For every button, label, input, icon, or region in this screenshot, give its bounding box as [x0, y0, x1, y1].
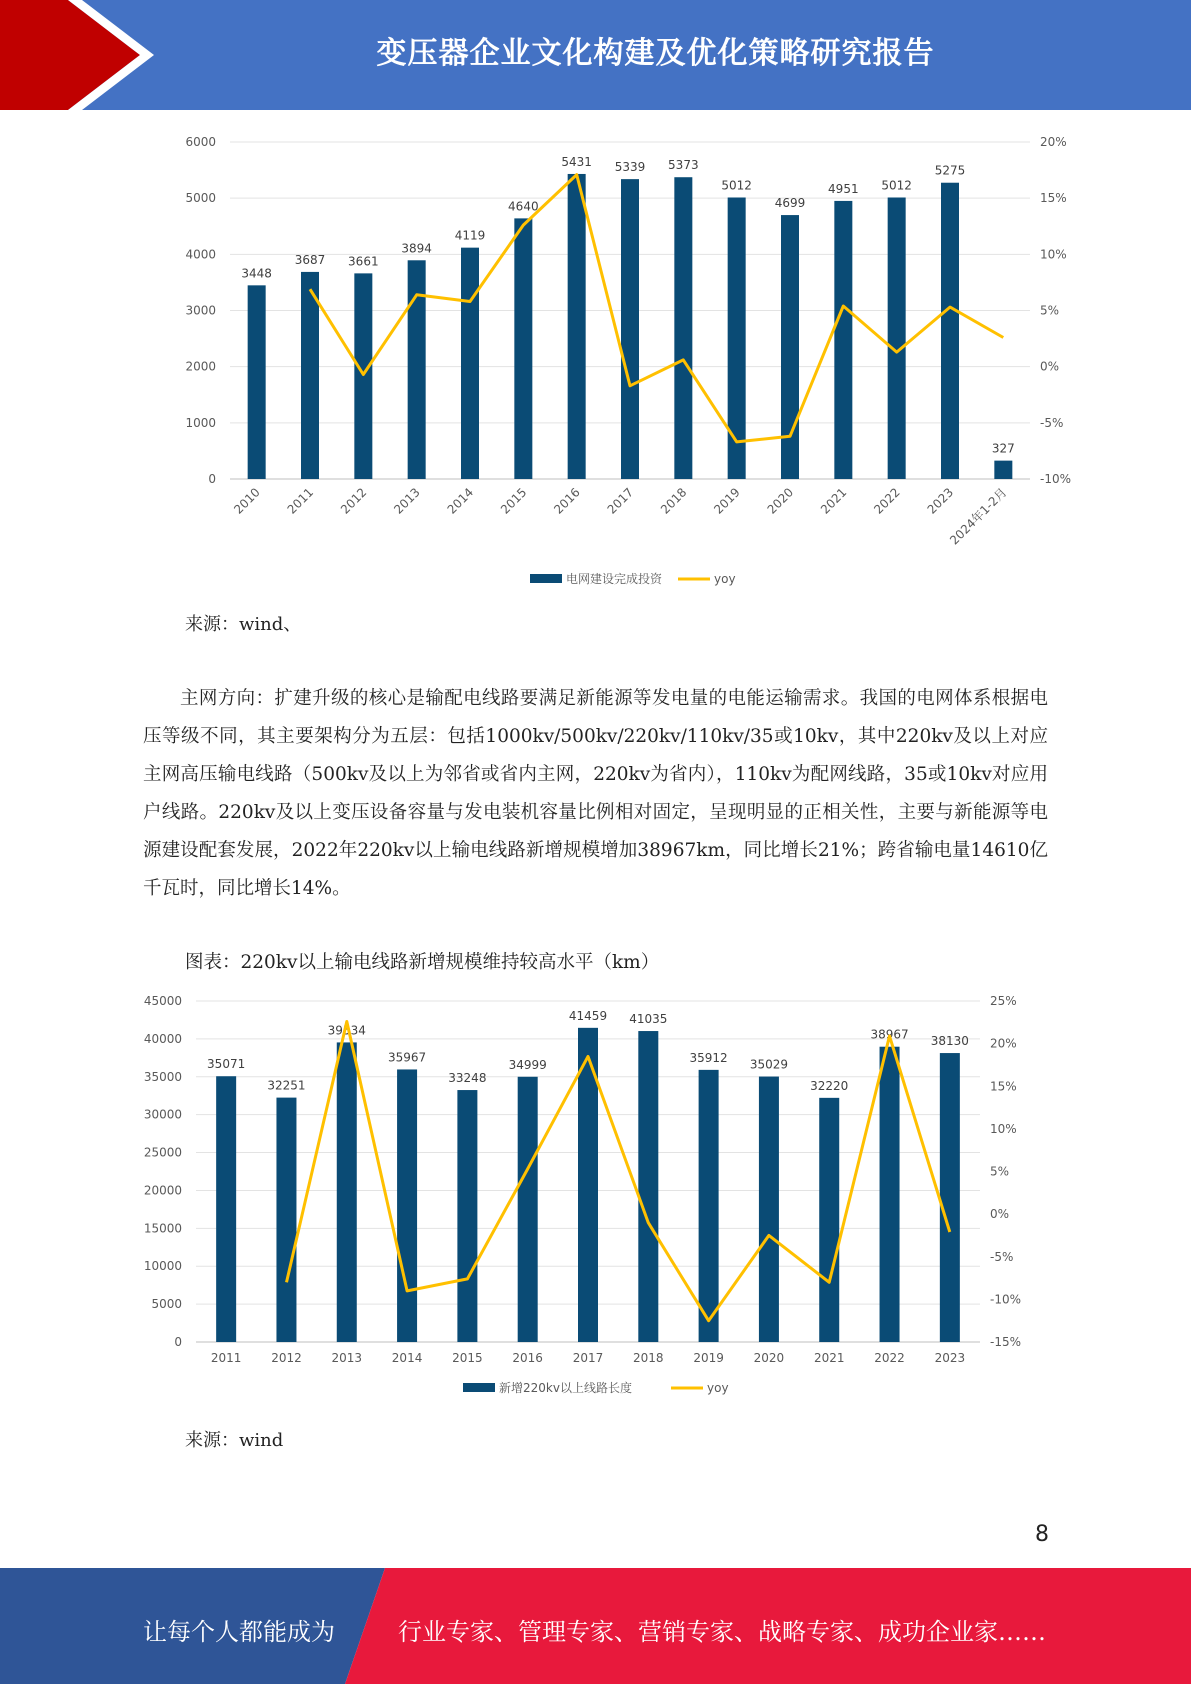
- bar-data-label: 5012: [881, 178, 912, 193]
- chart-220kv-lines-svg: [0, 990, 1191, 1410]
- y-left-tick-label: 2000: [185, 359, 216, 374]
- bar: [674, 177, 692, 479]
- bar-data-label: 3687: [294, 252, 326, 267]
- y-right-tick-label: -10%: [990, 1292, 1022, 1307]
- bar: [568, 174, 586, 479]
- x-tick-label: 2016: [551, 485, 583, 517]
- bar-data-label: 4699: [774, 196, 806, 211]
- y-left-tick-label: 45000: [143, 994, 182, 1008]
- y-left-tick-label: 3000: [185, 303, 216, 318]
- y-left-tick-label: 35000: [143, 1069, 182, 1084]
- x-tick-label: 2022: [874, 1351, 905, 1365]
- bar: [276, 1098, 296, 1342]
- y-left-tick-label: 5000: [185, 191, 216, 206]
- x-tick-label: 2019: [693, 1351, 724, 1365]
- x-tick-label: 2012: [337, 485, 370, 517]
- y-right-tick-label: 5%: [1040, 303, 1060, 318]
- y-left-tick-label: 25000: [143, 1145, 182, 1160]
- y-right-tick-label: -5%: [990, 1249, 1014, 1264]
- bar: [397, 1069, 417, 1342]
- legend-swatch-bar: [463, 1383, 495, 1392]
- bar: [216, 1076, 236, 1342]
- bar: [888, 197, 906, 479]
- bar-data-label: 41035: [629, 1012, 668, 1027]
- y-right-tick-label: 15%: [990, 1079, 1017, 1094]
- chart-grid-investment: [0, 128, 1191, 598]
- bar: [621, 179, 639, 479]
- x-tick-label: 2023: [934, 1351, 966, 1365]
- bar-data-label: 32251: [267, 1078, 306, 1093]
- bar: [354, 273, 372, 479]
- x-tick-label: 2021: [813, 1351, 845, 1365]
- x-tick-label: 2018: [657, 485, 690, 517]
- page-number: 8: [1035, 1522, 1049, 1547]
- y-right-tick-label: 5%: [990, 1164, 1010, 1179]
- x-tick-label: 2020: [764, 485, 797, 517]
- bar: [994, 461, 1012, 479]
- y-right-tick-label: 10%: [1040, 247, 1067, 262]
- y-left-tick-label: 10000: [143, 1259, 182, 1274]
- y-right-tick-label: 20%: [1040, 135, 1067, 149]
- x-tick-label: 2014: [391, 1351, 423, 1365]
- bar-data-label: 5339: [614, 160, 646, 175]
- x-tick-label: 2013: [331, 1351, 363, 1365]
- bar-data-label: 4640: [508, 199, 539, 214]
- y-right-tick-label: 10%: [990, 1121, 1017, 1136]
- y-left-tick-label: 6000: [185, 135, 216, 149]
- x-tick-label: 2010: [231, 485, 263, 517]
- bar-data-label: 35029: [749, 1057, 789, 1072]
- chart-grid-investment-svg: [0, 128, 1191, 598]
- bar-data-label: 3661: [348, 254, 379, 269]
- bar-data-label: 4119: [454, 228, 486, 243]
- footer-slogan-right: 行业专家、管理专家、营销专家、战略专家、成功企业家……: [398, 1618, 1046, 1646]
- bar: [457, 1090, 477, 1342]
- y-left-tick-label: 15000: [143, 1221, 182, 1236]
- bar: [638, 1031, 658, 1342]
- bar-data-label: 34999: [508, 1057, 547, 1072]
- x-tick-label: 2015: [497, 485, 530, 517]
- y-left-tick-label: 40000: [143, 1031, 182, 1046]
- legend-label-bar: 新增220kv以上线路长度: [499, 1381, 632, 1395]
- bar: [941, 183, 959, 479]
- bar-data-label: 5373: [668, 158, 699, 173]
- x-tick-label: 2023: [924, 485, 957, 517]
- legend-label-bar: 电网建设完成投资: [566, 572, 663, 586]
- x-tick-label: 2014: [444, 485, 477, 517]
- y-left-tick-label: 20000: [143, 1183, 182, 1198]
- header-arrow-decoration: [0, 0, 160, 110]
- x-tick-label: 2012: [271, 1351, 302, 1365]
- x-tick-label: 2013: [391, 485, 423, 517]
- chart-caption-2: 图表：220kv以上输电线路新增规模维持较高水平（km）: [185, 952, 660, 973]
- bar-data-label: 327: [991, 441, 1015, 456]
- bar: [461, 248, 479, 479]
- bar: [514, 218, 532, 479]
- x-tick-label: 2019: [711, 485, 743, 517]
- bar-data-label: 5275: [934, 163, 966, 178]
- yoy-line: [287, 1022, 950, 1321]
- page-footer: [0, 1568, 1191, 1684]
- y-right-tick-label: 20%: [990, 1036, 1017, 1051]
- bar-data-label: 35967: [387, 1050, 427, 1065]
- x-tick-label: 2022: [871, 485, 903, 517]
- y-left-tick-label: 30000: [143, 1107, 182, 1122]
- bar: [759, 1077, 779, 1342]
- bar-data-label: 38130: [930, 1034, 969, 1049]
- x-tick-label: 2020: [753, 1351, 785, 1365]
- report-title: 变压器企业文化构建及优化策略研究报告: [376, 36, 935, 71]
- bar-data-label: 35912: [689, 1050, 728, 1065]
- x-tick-label: 2017: [604, 485, 637, 517]
- bar: [408, 260, 426, 479]
- bar: [781, 215, 799, 479]
- y-right-tick-label: 25%: [990, 994, 1017, 1008]
- y-right-tick-label: 0%: [990, 1207, 1010, 1222]
- bar-data-label: 5431: [561, 154, 592, 169]
- bar-data-label: 38967: [870, 1027, 909, 1042]
- bar-data-label: 33248: [448, 1071, 487, 1086]
- bar-data-label: 39534: [327, 1023, 366, 1038]
- y-right-tick-label: -15%: [990, 1335, 1022, 1349]
- y-right-tick-label: 0%: [1040, 359, 1060, 374]
- chart-220kv-lines: [0, 990, 1191, 1410]
- bar-data-label: 41459: [568, 1008, 608, 1023]
- bar-data-label: 35071: [207, 1057, 246, 1072]
- y-left-tick-label: 4000: [185, 247, 216, 262]
- y-left-tick-label: 0: [174, 1335, 182, 1349]
- footer-slogan-left: 让每个人都能成为: [143, 1618, 335, 1646]
- bar-data-label: 5012: [721, 178, 752, 193]
- bar: [699, 1070, 719, 1342]
- source-note-1: 来源：wind、: [185, 614, 302, 635]
- y-left-tick-label: 0: [208, 472, 216, 486]
- bar-data-label: 3894: [401, 241, 432, 256]
- y-right-tick-label: -5%: [1040, 415, 1064, 430]
- legend-swatch-bar: [530, 574, 562, 583]
- y-left-tick-label: 1000: [185, 415, 216, 430]
- x-tick-label: 2021: [817, 485, 850, 517]
- bar: [880, 1047, 900, 1342]
- bar: [834, 201, 852, 479]
- bar-data-label: 4951: [828, 181, 859, 196]
- bar-data-label: 32220: [810, 1078, 849, 1093]
- bar: [819, 1098, 839, 1342]
- bar: [301, 272, 319, 479]
- bar-data-label: 3448: [241, 266, 272, 281]
- y-right-tick-label: 15%: [1040, 191, 1067, 206]
- x-tick-label: 2011: [284, 485, 317, 517]
- bar: [337, 1042, 357, 1342]
- legend-label-line: yoy: [714, 572, 736, 586]
- x-tick-label: 2016: [512, 1351, 543, 1365]
- y-left-tick-label: 5000: [151, 1297, 182, 1312]
- y-right-tick-label: -10%: [1040, 472, 1072, 486]
- body-paragraph: 主网方向：扩建升级的核心是输配电线路要满足新能源等发电量的电能运输需求。我国的电网体系根据电压等级不同，其主要架构分为五层：包括1000kv/500kv/220kv/110kv/35或10kv，其中220kv及以上对应主网高压输电线路（500kv及以上为邻省或省内主网，220kv为省内），110kv为配网线路，35或10kv对应用户线路。220kv及以上变压设备容量与发电装机容量比例相对固定，呈现明显的正相关性，主要与新能源等电源建设配套发展，2022年220kv以上输电线路新增规模增加38967km，同比增长21%；跨省输电量14610亿千瓦时，同比增长14%。: [143, 688, 1048, 899]
- x-tick-label: 2011: [210, 1351, 242, 1365]
- bar: [518, 1077, 538, 1342]
- page-header: [0, 0, 1191, 110]
- x-tick-label: 2017: [572, 1351, 604, 1365]
- x-tick-label: 2018: [633, 1351, 664, 1365]
- bar: [940, 1053, 960, 1342]
- source-note-2: 来源：wind: [185, 1430, 284, 1451]
- x-tick-label: 2024年1-2月: [947, 485, 1010, 548]
- bar: [728, 197, 746, 479]
- bar: [248, 285, 266, 479]
- legend-label-line: yoy: [707, 1381, 729, 1395]
- x-tick-label: 2015: [452, 1351, 483, 1365]
